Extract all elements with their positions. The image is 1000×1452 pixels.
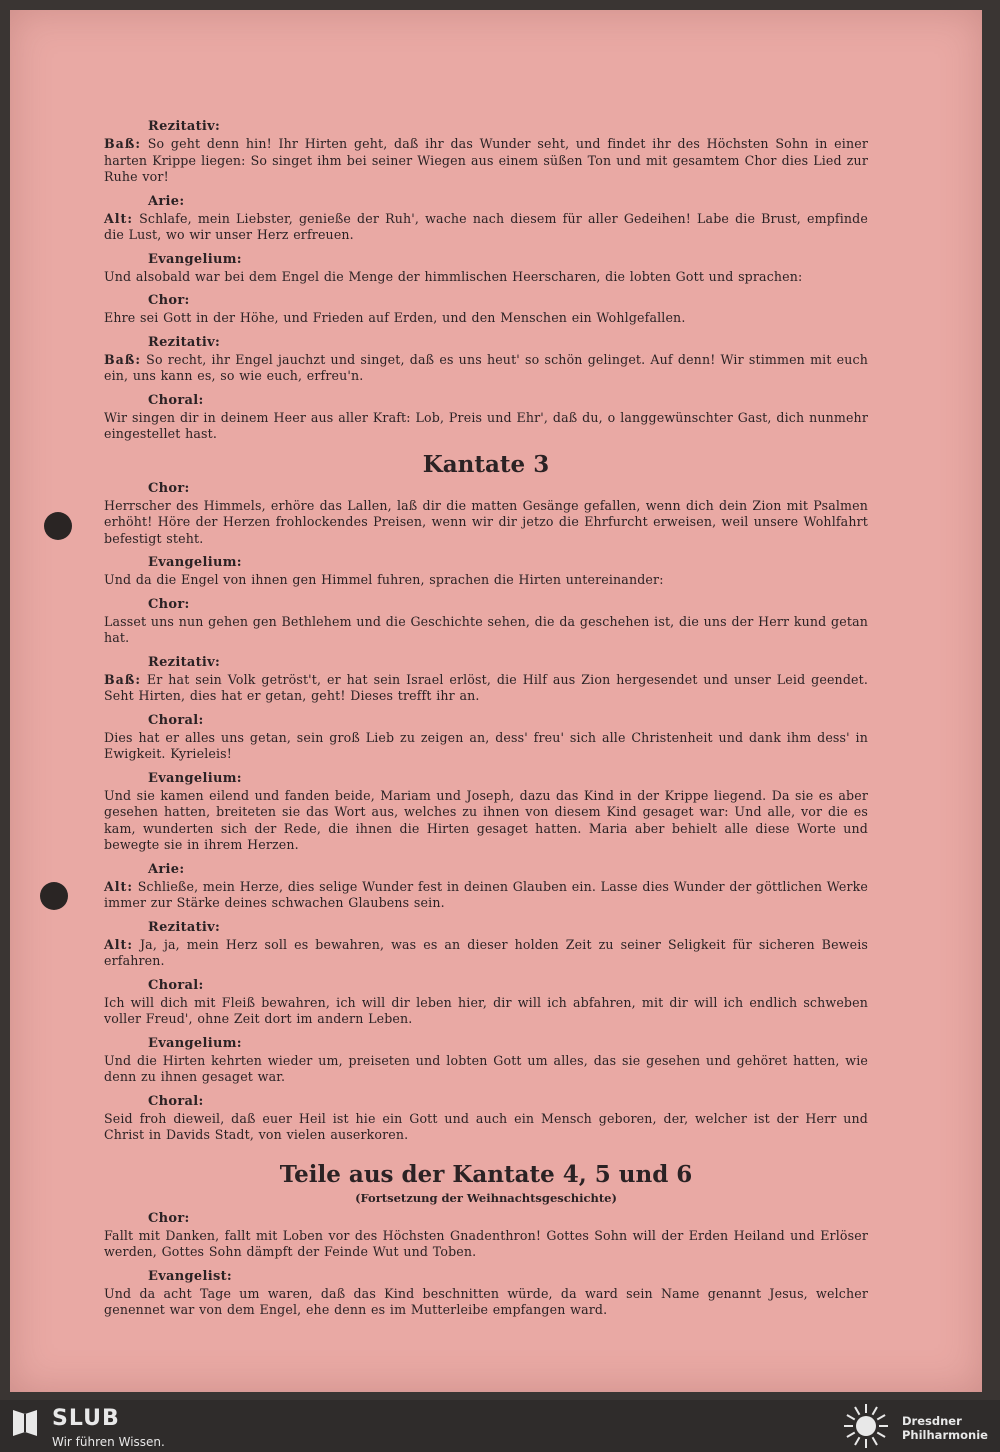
section-text bbox=[104, 937, 868, 970]
section-body: Und da die Engel von ihnen gen Himmel fuhren, sprachen die Hirten untereinander: bbox=[104, 572, 664, 587]
section-text bbox=[104, 672, 868, 705]
speaker-label: Baß: bbox=[104, 136, 142, 151]
dp-line-2: Philharmonie bbox=[902, 1428, 988, 1442]
libretto-section bbox=[104, 193, 868, 244]
section-label: Choral: bbox=[148, 392, 204, 408]
section-body: Und sie kamen eilend und fanden beide, Mariam und Joseph, dazu das Kind in der Krippe liegend. Da sie es aber gesehen hatten, breiteten sie das Wort aus, welches zu ihnen von diesem Kind gesaget war: Und alle, vor die es kam, wunderten sich der Rede, die ihnen die Hirten gesaget hatten. Maria aber behielt alle diese Worte und bewegte sie in ihrem Herzen. bbox=[104, 787, 868, 852]
libretto-section bbox=[104, 977, 868, 1028]
libretto-section bbox=[104, 1093, 868, 1144]
section-text bbox=[104, 879, 868, 912]
section-text bbox=[104, 1286, 868, 1319]
slub-tagline: Wir führen Wissen. bbox=[52, 1435, 165, 1449]
section-body: Wir singen dir in deinem Heer aus aller Kraft: Lob, Preis und Ehr', daß du, o langgewünschter Gast, dich nunmehr eingestellet hast. bbox=[104, 409, 868, 441]
libretto-section bbox=[104, 919, 868, 970]
section-label: Chor: bbox=[148, 480, 190, 496]
section-body: Und da acht Tage um waren, daß das Kind beschnitten würde, da ward sein Name genannt Jesus, welcher genennet war von dem Engel, ehe denn es im Mutterleibe empfangen ward. bbox=[104, 1285, 868, 1317]
section-label: Evangelium: bbox=[148, 251, 242, 267]
section-text bbox=[104, 410, 868, 443]
libretto-section bbox=[104, 1035, 868, 1086]
slub-name: SLUB bbox=[52, 1406, 120, 1431]
footer-bar bbox=[0, 1400, 1000, 1452]
section-text bbox=[104, 310, 868, 327]
dp-line-1: Dresdner bbox=[902, 1414, 962, 1428]
section-text bbox=[104, 1228, 868, 1261]
libretto-section bbox=[104, 292, 868, 327]
section-text bbox=[104, 136, 868, 186]
sections-kantate-4-5-6 bbox=[104, 1210, 868, 1319]
section-text bbox=[104, 1111, 868, 1144]
libretto-section bbox=[104, 654, 868, 705]
section-text bbox=[104, 788, 868, 854]
slub-book-icon bbox=[10, 1406, 40, 1440]
section-body: Und alsobald war bei dem Engel die Menge der himmlischen Heerscharen, die lobten Gott und sprachen: bbox=[104, 268, 803, 284]
section-label: Choral: bbox=[148, 977, 204, 993]
section-label: Evangelium: bbox=[148, 770, 242, 786]
section-text bbox=[104, 730, 868, 763]
libretto-text bbox=[104, 118, 868, 1326]
punch-hole-top bbox=[44, 512, 72, 540]
punch-hole-bottom bbox=[40, 882, 68, 910]
section-label: Choral: bbox=[148, 712, 204, 728]
section-body: Ehre sei Gott in der Höhe, und Frieden auf Erden, und den Menschen ein Wohlgefallen. bbox=[104, 310, 686, 325]
section-body: Fallt mit Danken, fallt mit Loben vor des Höchsten Gnadenthron! Gottes Sohn will der Erden Heiland und Erlöser werden, Gottes Sohn dämpft der Feinde Wut und Toben. bbox=[104, 1227, 868, 1259]
dresdner-philharmonie-sunburst-icon bbox=[842, 1402, 890, 1450]
section-text bbox=[104, 572, 868, 589]
libretto-section bbox=[104, 392, 868, 443]
section-text bbox=[104, 269, 868, 286]
libretto-section bbox=[104, 770, 868, 854]
section-label: Evangelium: bbox=[148, 555, 242, 570]
libretto-section bbox=[104, 596, 868, 647]
section-label: Evangelist: bbox=[148, 1268, 232, 1284]
section-body: Schlafe, mein Liebster, genieße der Ruh', wache nach diesem für aller Gedeihen! Labe die Brust, empfinde die Lust, wo wir unser Herz erfreuen. bbox=[104, 210, 868, 242]
section-label: Choral: bbox=[148, 1093, 204, 1109]
section-body: Herrscher des Himmels, erhöre das Lallen, laß dir die matten Gesänge gefallen, wenn dich dein Zion mit Psalmen erhöht! Höre der Herzen frohlockendes Preisen, wenn wir dir jetzo die Ehrfurcht erweisen, weil unsere Wohlfahrt befestigt steht. bbox=[104, 497, 868, 546]
section-text bbox=[104, 995, 868, 1028]
section-label: Rezitativ: bbox=[148, 919, 221, 935]
section-body: Ja, ja, mein Herz soll es bewahren, was es an dieser holden Zeit zu seiner Seligkeit für sicheren Beweis erfahren. bbox=[104, 936, 868, 968]
section-body: Er hat sein Volk getröst't, er hat sein Israel erlöst, die Hilf aus Zion hergesendet und unser Leid geendet. Seht Hirten, dies hat er getan, geht! Dieses trefft ihr an. bbox=[104, 671, 868, 703]
libretto-section bbox=[104, 118, 868, 186]
section-text bbox=[104, 614, 868, 647]
libretto-section bbox=[104, 251, 868, 286]
section-label: Rezitativ: bbox=[148, 654, 221, 670]
speaker-label: Baß: bbox=[104, 351, 142, 367]
section-label: Arie: bbox=[148, 861, 185, 877]
section-label: Evangelium: bbox=[148, 1035, 242, 1051]
section-body: So recht, ihr Engel jauchzt und singet, daß es uns heut' so schön gelinget. Auf denn! Wir stimmen mit euch ein, uns kann es, so wie euch, erfreu'n. bbox=[104, 351, 869, 383]
sections-kantate-2 bbox=[104, 118, 868, 443]
section-text bbox=[104, 211, 868, 244]
libretto-section bbox=[104, 554, 868, 589]
speaker-label: Alt: bbox=[104, 878, 134, 894]
section-text bbox=[104, 498, 868, 548]
section-body: Ich will dich mit Fleiß bewahren, ich will dir leben hier, dir will ich abfahren, mit dir will ich endlich schweben voller Freud', ohne Zeit dort im andern Leben. bbox=[104, 994, 868, 1026]
libretto-section bbox=[104, 861, 868, 912]
section-body: Schließe, mein Herze, dies selige Wunder fest in deinen Glauben ein. Lasse dies Wunder der göttlichen Werke immer zur Stärke deines schwachen Glaubens sein. bbox=[104, 878, 868, 910]
section-label: Chor: bbox=[148, 293, 190, 308]
speaker-label: Alt: bbox=[104, 210, 134, 226]
section-label: Rezitativ: bbox=[148, 334, 221, 350]
subheading-fortsetzung: (Fortsetzung der Weihnachtsgeschichte) bbox=[355, 1190, 617, 1205]
dresdner-philharmonie-name bbox=[902, 1414, 988, 1442]
section-label: Chor: bbox=[148, 596, 190, 612]
heading-kantate-4-5-6: Teile aus der Kantate 4, 5 und 6 bbox=[279, 1160, 693, 1188]
libretto-section bbox=[104, 480, 868, 548]
libretto-section bbox=[104, 1268, 868, 1319]
section-body: Seid froh dieweil, daß euer Heil ist hie ein Gott und auch ein Mensch geboren, der, welcher ist der Herr und Christ in Davids Stadt, von vielen auserkoren. bbox=[104, 1110, 868, 1142]
section-body: Lasset uns nun gehen gen Bethlehem und die Geschichte sehen, die da geschehen ist, die uns der Herr kund getan hat. bbox=[104, 613, 868, 645]
section-body: So geht denn hin! Ihr Hirten geht, daß ihr das Wunder seht, und findet ihr des Höchsten Sohn in einer harten Krippe liegen: So singet ihm bei seiner Wiegen aus einem süßen Ton und mit gesamtem Chor dies Lied zur Ruhe vor! bbox=[104, 136, 868, 184]
libretto-section bbox=[104, 1210, 868, 1261]
libretto-section bbox=[104, 712, 868, 763]
section-body: Dies hat er alles uns getan, sein groß Lieb zu zeigen an, dess' freu' sich alle Christenheit und dank ihm dess' in Ewigkeit. Kyrieleis! bbox=[104, 729, 868, 761]
section-body: Und die Hirten kehrten wieder um, preiseten und lobten Gott um alles, das sie gesehen und gehöret hatten, wie denn zu ihnen gesaget war. bbox=[104, 1052, 868, 1084]
sections-kantate-3 bbox=[104, 480, 868, 1144]
section-label: Chor: bbox=[148, 1210, 190, 1226]
heading-kantate-3: Kantate 3 bbox=[422, 450, 550, 478]
libretto-section bbox=[104, 334, 868, 385]
section-text bbox=[104, 1053, 868, 1086]
section-label: Arie: bbox=[148, 193, 185, 209]
section-text bbox=[104, 352, 868, 385]
section-label: Rezitativ: bbox=[148, 119, 221, 134]
speaker-label: Alt: bbox=[104, 936, 134, 952]
speaker-label: Baß: bbox=[104, 671, 142, 687]
